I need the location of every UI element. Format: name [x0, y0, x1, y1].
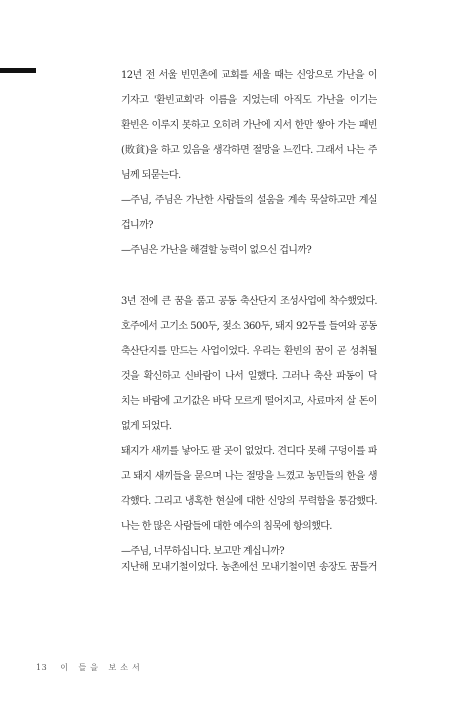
- text-line: 님께 되묻는다.: [121, 170, 181, 181]
- text-line: 것을 확신하고 신바람이 나서 일했다. 그러나 축산 파동이 닥: [121, 371, 377, 382]
- text-line: —주님은 가난을 해결할 능력이 없으신 겁니까?: [121, 245, 312, 256]
- page-footer: [36, 662, 144, 673]
- text-line: 지난해 모내기철이었다. 농촌에선 모내기철이면 송장도 꿈틀거: [121, 562, 377, 573]
- text-line: 각했다. 그리고 냉혹한 현실에 대한 신앙의 무력함을 통감했다.: [121, 496, 377, 507]
- text-line: 고 돼지 새끼들을 묻으며 나는 절망을 느꼈고 농민들의 한을 생: [121, 471, 377, 482]
- text-line: —주님, 너무하십니다. 보고만 계십니까?: [121, 546, 284, 557]
- paragraph-section-1: [121, 63, 377, 263]
- page-number: 13: [36, 663, 48, 672]
- text-line: 겁니까?: [121, 220, 153, 231]
- text-line: 기자고 '환빈교회'라 이름을 지었는데 아직도 가난을 이기는: [121, 95, 377, 106]
- text-line: 축산단지를 만드는 사업이었다. 우리는 환빈의 꿈이 곧 성취될: [121, 346, 377, 357]
- text-line: 3년 전에 큰 꿈을 품고 공동 축산단지 조성사업에 착수했었다.: [121, 296, 377, 307]
- text-line: 나는 한 많은 사람들에 대한 예수의 침묵에 항의했다.: [121, 521, 332, 532]
- text-line: 치는 바람에 고기값은 바닥 모르게 떨어지고, 사료마저 살 돈이: [121, 396, 377, 407]
- text-line: 환빈은 이루지 못하고 오히려 가난에 지서 한만 쌓아 가는 패빈: [121, 120, 377, 131]
- text-line: —주님, 주님은 가난한 사람들의 설움을 계속 묵살하고만 계실: [121, 195, 377, 206]
- text-line: (敗貧)을 하고 있음을 생각하면 절망을 느낀다. 그래서 나는 주: [121, 145, 377, 156]
- text-line: 호주에서 고기소 500두, 젖소 360두, 돼지 92두를 들여와 공동: [121, 321, 377, 332]
- chapter-marker-bar: [0, 68, 36, 73]
- running-book-title: 이 들을 보소서: [60, 663, 144, 672]
- text-line: 돼지가 새끼를 낳아도 팔 곳이 없었다. 견디다 못해 구덩이를 파: [121, 446, 377, 457]
- paragraph-section-3: [121, 555, 377, 580]
- text-line: 12년 전 서울 빈민촌에 교회를 세울 때는 신앙으로 가난을 이: [121, 70, 377, 81]
- paragraph-section-2: [121, 289, 377, 564]
- text-line: 없게 되었다.: [121, 421, 172, 432]
